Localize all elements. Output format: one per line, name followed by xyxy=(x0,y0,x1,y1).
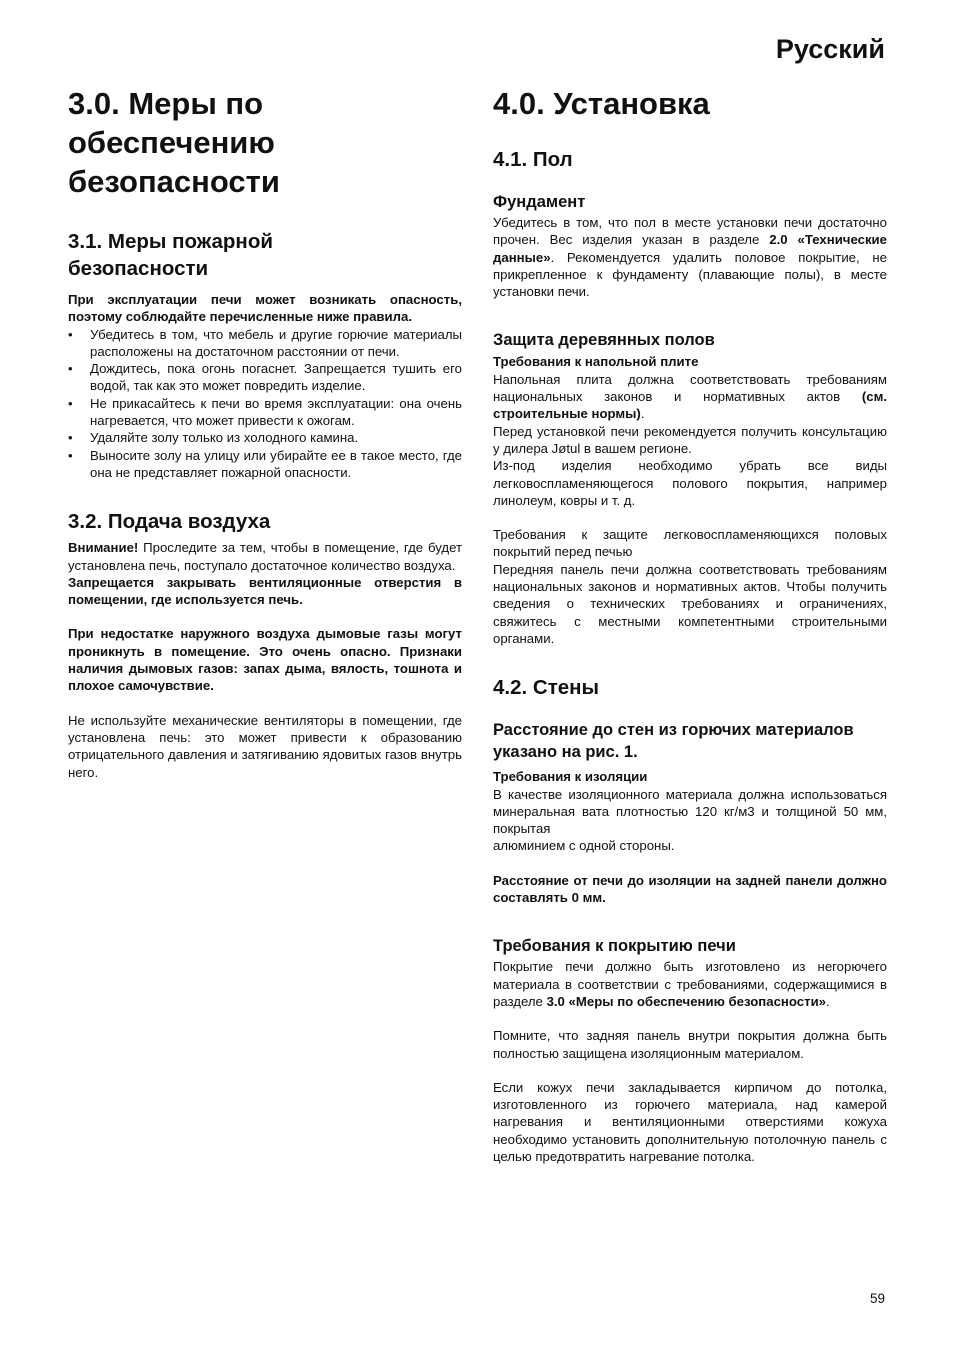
foundation-text-part: Убедитесь в том, что пол в месте установки печи достаточно прочен. Вес изделия указан в разделе xyxy=(493,215,887,248)
section-3-0-title: 3.0. Меры по обеспечению безопасности xyxy=(68,86,280,199)
cover-text-part: Покрытие печи должно быть изготовлено из негорючего материала в соответствии с требованиями, содержащимися в разделе xyxy=(493,959,887,1009)
dealer-text: Перед установкой печи рекомендуется получить консультацию у дилера Jøtul в вашем регионе. xyxy=(493,423,887,456)
list-item-text: Дождитесь, пока огонь погаснет. Запрещается тушить его водой, так как это может повредить изделие. xyxy=(90,361,462,394)
insulation-text: В качестве изоляционного материала должна использоваться минеральная вата плотностью 120 кг/м3 и толщиной 50 мм, покрытая xyxy=(493,786,887,837)
remove-covering-text: Из-под изделия необходимо убрать все виды легковоспламеняющегося полового покрытия, например линолеум, ковры и т. д. xyxy=(493,458,887,508)
flue-gas-danger: При недостатке наружного воздуха дымовые газы могут проникнуть в помещение. Это очень опасно. Признаки наличия дымовых газов: запах дыма, вялость, тошнота и плохое самочувствие. xyxy=(68,626,462,694)
cover-text-part: . xyxy=(826,993,830,1009)
list-item xyxy=(68,447,462,482)
fire-safety-list xyxy=(68,326,462,482)
cover-reference: 3.0 «Меры по обеспечению безопасности» xyxy=(546,993,827,1009)
insulation-label: Требования к изоляции xyxy=(493,769,648,785)
section-4-0-title: 4.0. Установка xyxy=(493,86,710,121)
foundation-title: Фундамент xyxy=(493,193,586,211)
rear-panel-text: Помните, что задняя панель внутри покрытия должна быть полностью защищена изоляционным материалом. xyxy=(493,1028,887,1061)
list-item-text: Не прикасайтесь к печи во время эксплуатации: она очень нагревается, что может привести к ожогам. xyxy=(90,395,462,429)
list-item xyxy=(68,326,462,361)
foundation-text xyxy=(493,214,887,300)
foundation-text-part: . Рекомендуется удалить половое покрытие, не прикрепленное к фундаменту (плавающие полы), в месте установки печи. xyxy=(493,249,887,300)
language-label: Русский xyxy=(775,34,885,64)
bullet-icon: • xyxy=(68,430,73,446)
bullet-icon: • xyxy=(68,395,73,411)
floor-plate-text-part: . xyxy=(640,406,645,422)
right-column xyxy=(493,84,887,1165)
bullet-icon: • xyxy=(68,447,73,463)
front-protection-text: Передняя панель печи должна соответствовать требованиям национальных законов и нормативных актов. Чтобы получить сведения о технических требованиях и ограничениях, свяжитесь с местными компетентными строительными органами. xyxy=(493,561,887,646)
air-supply-warning xyxy=(68,539,462,574)
list-item xyxy=(68,395,462,430)
vents-warning: Запрещается закрывать вентиляционные отверстия в помещении, где используется печь. xyxy=(68,574,462,608)
insulation-text-2: алюминием с одной стороны. xyxy=(493,838,675,854)
bullet-icon: • xyxy=(68,361,73,377)
warning-label: Внимание! xyxy=(68,540,139,556)
section-3-2-title: 3.2. Подача воздуха xyxy=(68,510,271,534)
foundation-reference: 2.0 «Технические данные» xyxy=(493,232,887,265)
walls-distance-subtitle: Расстояние до стен из горючих материалов указано на рис. 1. xyxy=(493,721,854,762)
warning-text: Проследите за тем, чтобы в помещение, где будет установлена печь, поступало достаточное количество воздуха. xyxy=(68,540,462,573)
list-item-text: Удаляйте золу только из холодного камина. xyxy=(90,430,359,446)
floor-plate-reference: (см. строительные нормы) xyxy=(493,389,887,422)
floor-plate-text-part: Напольная плита должна соответствовать требованиям национальных законов и нормативных актов xyxy=(493,371,887,405)
cover-text xyxy=(493,958,887,1010)
list-item xyxy=(68,429,462,446)
bullet-icon: • xyxy=(68,326,73,342)
list-item-text: Выносите золу на улицу или убирайте ее в такое место, где она не представляет пожарной опасности. xyxy=(90,447,462,480)
list-item-text: Убедитесь в том, что мебель и другие горючие материалы расположены на достаточном расстоянии от печи. xyxy=(90,326,462,359)
section-4-1-title: 4.1. Пол xyxy=(493,148,573,171)
brick-text: Если кожух печи закладывается кирпичом до потолка, изготовленного из горючего материала, над камерой нагревания и вентиляционными отверстиями кожуха необходимо установить дополнительную потолочную панель с целью предотвратить нагревание потолка. xyxy=(493,1079,887,1164)
fire-safety-intro: При эксплуатации печи может возникать опасность, поэтому соблюдайте перечисленные ниже правила. xyxy=(68,292,462,325)
floor-plate-label: Требования к напольной плите xyxy=(493,354,699,370)
fans-warning: Не используйте механические вентиляторы в помещении, где установлена печь: это может привести к образованию отрицательного давления и затягиванию ядовитых газов внутрь него. xyxy=(68,712,462,780)
floor-plate-text xyxy=(493,371,887,423)
insulation-distance: Расстояние от печи до изоляции на задней панели должно составлять 0 мм. xyxy=(493,872,887,906)
left-column xyxy=(68,84,462,781)
cover-requirements-title: Требования к покрытию печи xyxy=(493,937,736,956)
page-number: 59 xyxy=(869,1291,885,1306)
section-4-2-title: 4.2. Стены xyxy=(493,676,600,700)
front-protection-label: Требования к защите легковоспламеняющихся половых покрытий перед печью xyxy=(493,527,887,560)
list-item xyxy=(68,360,462,395)
section-3-1-title: 3.1. Меры пожарной безопасности xyxy=(68,230,273,280)
wood-floor-title: Защита деревянных полов xyxy=(493,331,715,350)
